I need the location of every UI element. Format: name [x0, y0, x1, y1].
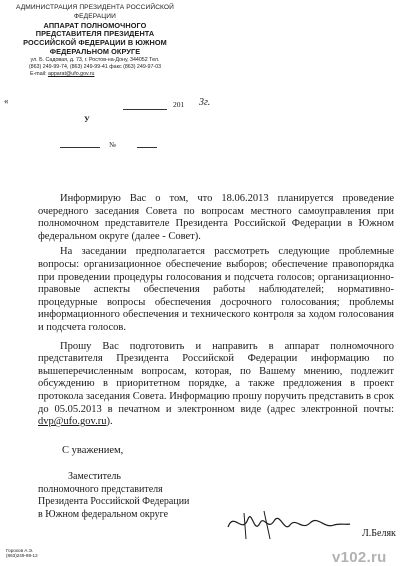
- letterhead-line: АППАРАТ ПОЛНОМОЧНОГО: [43, 20, 147, 30]
- email-label: E-mail:: [30, 70, 48, 77]
- letterhead-address: ул. Б. Садовая, д. 73, г. Ростов-на-Дону, 344052 Тел.: [30, 56, 160, 63]
- contact-email-link[interactable]: dvp@ufo.gov.ru: [38, 416, 107, 428]
- paragraph-agenda: На заседании предполагается рассмотреть следующие проблемные вопросы: организационное обеспечение выборов; обеспечение правопорядка при проведении процедуры голосования и подсчета голосов; организационно-правовые аспекты обеспечения работы наблюдателей; нормативно-процедурные вопросы обеспечения досрочного голосования; проблемы информационного обеспечения и технического контроля за ходом голосования и подсчета голосов.: [38, 246, 394, 333]
- signer-title-line: Президента Российской Федерации: [38, 496, 190, 508]
- letterhead-line: ФЕДЕРАЦИИ: [74, 12, 116, 20]
- date-field: [123, 97, 233, 110]
- watermark: v102.ru: [332, 549, 387, 566]
- letterhead-line: АДМИНИСТРАЦИЯ ПРЕЗИДЕНТА РОССИЙСКОЙ: [15, 4, 174, 11]
- executor-name: Горохов А.Э.: [6, 548, 34, 553]
- reference-field: [60, 141, 210, 151]
- executor-note: [6, 548, 38, 559]
- date-blank: [123, 109, 167, 110]
- signer-name: Л.Беляк: [362, 528, 396, 539]
- letterhead-line: ПРЕДСТАВИТЕЛЯ ПРЕЗИДЕНТА: [35, 29, 155, 39]
- reference-blank: [60, 147, 100, 148]
- email-link[interactable]: apparat@ufo.gov.ru: [47, 70, 95, 77]
- addressee-prefix: У: [84, 115, 90, 124]
- letterhead-line: ФЕДЕРАЛЬНОМ ОКРУГЕ: [49, 46, 141, 56]
- handwritten-signature: [224, 505, 352, 545]
- executor-phone: (863)249-98-12: [6, 553, 38, 559]
- paragraph-request: [38, 341, 394, 429]
- margin-mark: «: [4, 96, 9, 106]
- closing-phrase: С уважением,: [62, 445, 124, 456]
- letterhead: [2, 4, 188, 78]
- reference-number-label: №: [109, 141, 116, 149]
- reference-number-blank: [137, 147, 157, 148]
- date-year-handwritten: 3г.: [199, 97, 211, 108]
- signer-title-line: Заместитель: [68, 471, 121, 482]
- signer-block: [38, 471, 218, 521]
- signer-title-line: полномочного представителя: [38, 483, 163, 495]
- letterhead-email: [30, 71, 188, 78]
- request-text: Прошу Вас подготовить и направить в аппарат полномочного представителя Президента Российской Федерации информацию по вышеперечисленным вопросам, которая, по Вашему мнению, подлежит обсуждению в приоритетном порядке, а также предложения в проект протокола заседания Совета. Информацию прошу поручить представить в срок до 05.05.2013 в печатном и электронном виде (адрес электронной почты:: [38, 340, 394, 415]
- date-year-prefix: 201: [173, 100, 185, 109]
- request-text-end: ).: [106, 416, 113, 428]
- letterhead-phones: (863) 249-99-74, (863) 249-99-41 факс (863) 249-97-03: [28, 63, 162, 70]
- letter-body: [38, 193, 394, 429]
- letterhead-line: РОССИЙСКОЙ ФЕДЕРАЦИИ В ЮЖНОМ: [23, 38, 167, 48]
- paragraph-intro: Информирую Вас о том, что 18.06.2013 планируется проведение очередного заседания Совета по вопросам местного самоуправления при полномочном представителе Президента Российской Федерации в Южном федеральном округе (далее - Совет).: [38, 193, 394, 242]
- signer-title-line: в Южном федеральном округе: [38, 508, 169, 520]
